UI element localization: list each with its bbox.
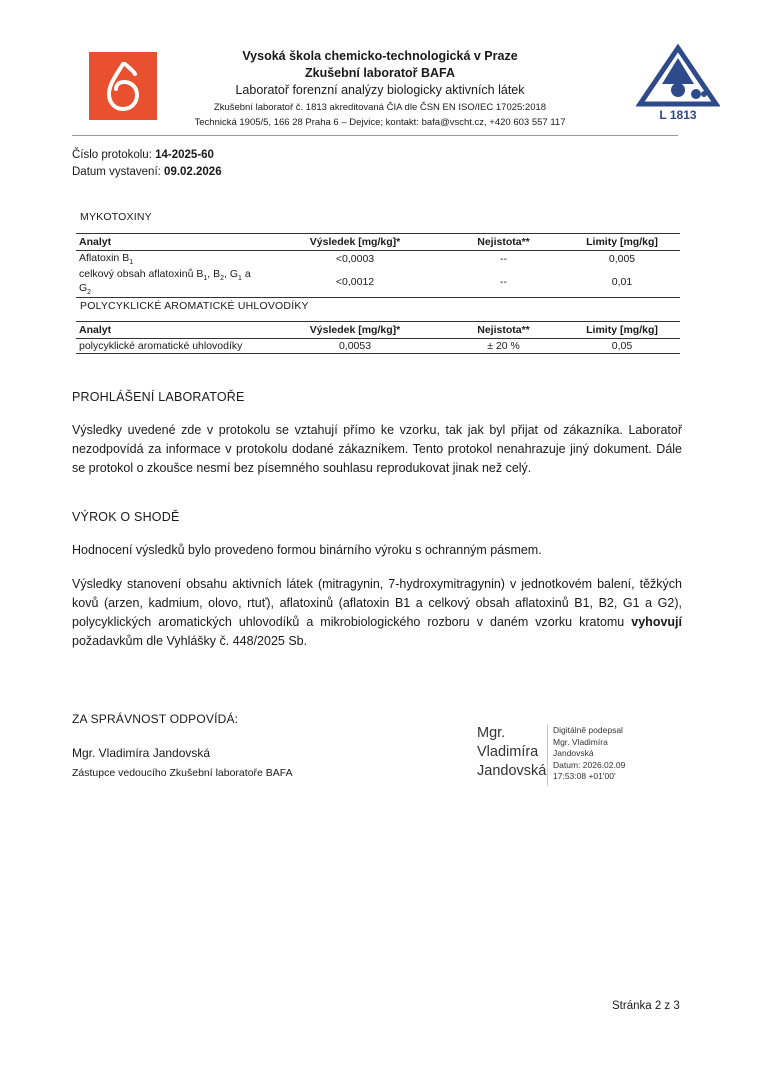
- conformity-verdict: vyhovují: [631, 615, 682, 629]
- table-row: [76, 251, 680, 268]
- limit-cell: 0,05: [564, 339, 680, 354]
- analyte-cell: Aflatoxin $B_1$: [79, 252, 134, 267]
- digital-signature-info-line: Jandovská: [553, 748, 594, 758]
- table-header-row: [76, 234, 680, 251]
- accreditation-logo-text: L 1813: [659, 108, 697, 122]
- analyte-cell: polycyklické aromatické uhlovodíky: [76, 339, 267, 354]
- signatory-name: Mgr. Vladimíra Jandovská: [72, 746, 211, 760]
- table-row: [76, 267, 680, 298]
- digital-signature-info-line: Datum: 2026.02.09: [553, 759, 626, 770]
- protocol-date-value: 09.02.2026: [164, 166, 222, 178]
- uncertainty-cell: --: [443, 267, 564, 298]
- page-number: Stránka 2 z 3: [612, 1000, 680, 1012]
- digital-signature-line: Jandovská: [477, 763, 547, 779]
- conformity-heading: VÝROK O SHODĚ: [72, 510, 180, 524]
- col-uncertainty: Nejistota**: [443, 322, 564, 339]
- protocol-number: [72, 149, 214, 161]
- cia-triangle-icon: [636, 44, 720, 124]
- digital-signature-info-line: Mgr. Vladimíra: [553, 736, 608, 747]
- conformity-text-before: Výsledky stanovení obsahu aktivních látek (mitragynin, 7-hydroxymitragynin) v jednotkovém balení, těžkých kovů (arzen, kadmium, olovo, rtuť), aflatoxinů (aflatoxin B1 a celkový obsah aflatoxinů B1, B2, G1 a G2), polycyklických aromatických uhlovodíků a mikrobiologického rozboru v daném vzorku kratomu: [72, 577, 682, 629]
- digital-signature-name: [477, 724, 546, 781]
- digital-signature-info-line: 17:53:08 +01'00': [553, 771, 616, 781]
- protocol-date: [72, 166, 222, 178]
- col-limit: Limity [mg/kg]: [564, 234, 680, 251]
- col-result: Výsledek [mg/kg]*: [267, 234, 443, 251]
- lab-name: Zkušební laboratoř BAFA: [304, 66, 456, 80]
- limit-cell: 0,005: [608, 253, 636, 266]
- conformity-intro: Hodnocení výsledků bylo provedeno formou binárního výroku s ochranným pásmem.: [72, 543, 542, 557]
- result-cell: <0,0012: [267, 267, 443, 298]
- vscht-logo: [89, 52, 157, 120]
- analyte-cell: celkový obsah aflatoxinů $B_1$, $B_2$, $G_1$ a $G_2$: [76, 267, 267, 298]
- digital-signature-line: Vladimíra: [477, 744, 539, 760]
- result-cell: 0,0053: [267, 339, 443, 354]
- digital-signature-info: [553, 725, 625, 783]
- drop-icon: [89, 52, 157, 120]
- pah-table: [76, 321, 680, 354]
- table-row: [76, 339, 680, 354]
- col-analyte: Analyt: [76, 234, 267, 251]
- col-uncertainty: Nejistota**: [443, 234, 564, 251]
- protocol-date-label: Datum vystavení:: [72, 166, 161, 178]
- col-analyte: Analyt: [76, 322, 267, 339]
- conformity-statement: [72, 575, 682, 651]
- result-cell: <0,0003: [335, 253, 375, 266]
- digital-signature-divider: [547, 724, 548, 786]
- signatory-role: Zástupce vedoucího Zkušební laboratoře BAFA: [72, 767, 293, 779]
- col-result: Výsledek [mg/kg]*: [267, 322, 443, 339]
- accreditation-logo: [636, 44, 720, 124]
- protocol-number-label: Číslo protokolu:: [72, 149, 152, 161]
- table-header-row: [76, 322, 680, 339]
- declaration-text: Výsledky uvedené zde v protokolu se vztahují přímo ke vzorku, tak jak byl přijat od zákazníka. Laboratoř nezodpovídá za informace v protokolu dodané zákazníkem. Tento protokol nenahrazuje jiný dokument. Dále se protokol o zkoušce nesmí bez písemného souhlasu reprodukovat jinak než celý.: [72, 423, 682, 475]
- uncertainty-cell: --: [500, 253, 507, 266]
- limit-cell: 0,01: [564, 267, 680, 298]
- digital-signature-line: Mgr.: [477, 725, 506, 741]
- protocol-number-value: 14-2025-60: [155, 149, 214, 161]
- contact-line: Technická 1905/5, 166 28 Praha 6 – Dejvice; kontakt: bafa@vscht.cz, +420 603 557 117: [194, 117, 566, 128]
- institution-name: Vysoká škola chemicko-technologická v Praze: [242, 49, 518, 63]
- col-limit: Limity [mg/kg]: [564, 322, 680, 339]
- conformity-text-after: požadavkům dle Vyhlášky č. 448/2025 Sb.: [72, 634, 308, 648]
- lab-description: Laboratoř forenzní analýzy biologicky aktivních látek: [235, 83, 525, 97]
- header-divider: [72, 135, 678, 136]
- signature-heading: ZA SPRÁVNOST ODPOVÍDÁ:: [72, 712, 239, 726]
- digital-signature-info-line: Digitálně podepsal: [553, 725, 623, 735]
- section-title-mycotoxins: MYKOTOXINY: [80, 211, 152, 223]
- mycotoxins-table: [76, 233, 680, 298]
- section-title-pah: POLYCYKLICKÉ AROMATICKÉ UHLOVODÍKY: [80, 300, 309, 312]
- uncertainty-cell: ± 20 %: [443, 339, 564, 354]
- accreditation-line: Zkušební laboratoř č. 1813 akreditovaná ČIA dle ČSN EN ISO/IEC 17025:2018: [213, 102, 547, 113]
- declaration-heading: PROHLÁŠENÍ LABORATOŘE: [72, 390, 245, 404]
